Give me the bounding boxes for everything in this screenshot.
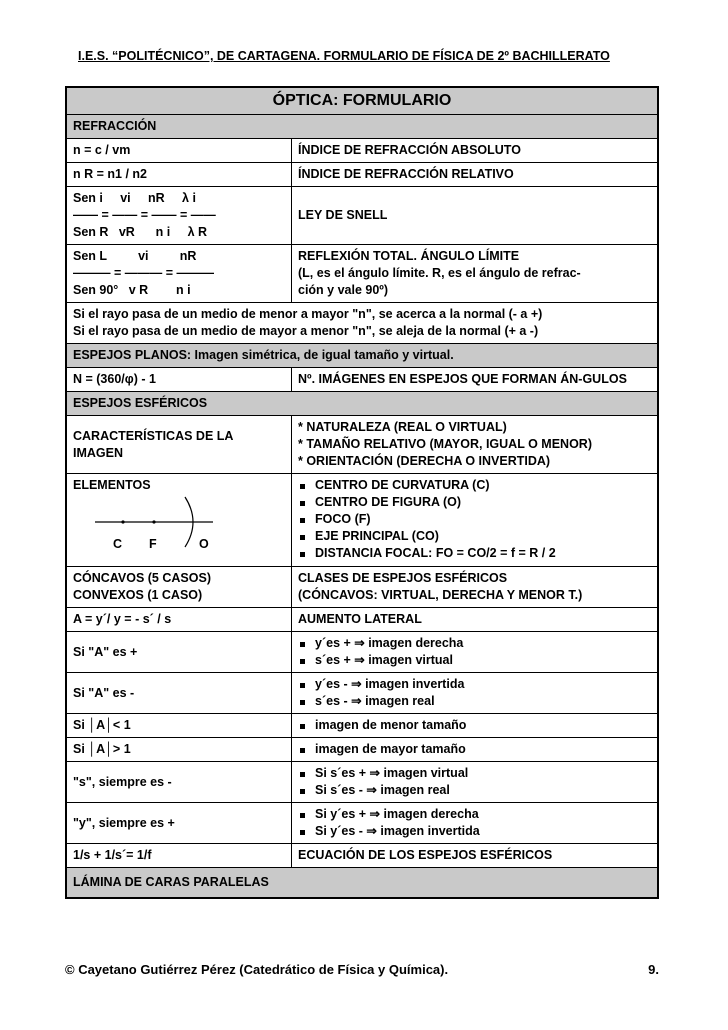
- bullet-cell: [292, 714, 657, 737]
- table-row: [67, 607, 657, 631]
- list-item: [298, 741, 651, 758]
- copyright-text: © Cayetano Gutiérrez Pérez (Catedrático de Física y Química).: [65, 962, 449, 977]
- formula-line: Sen 90° v R n i: [73, 283, 191, 297]
- description-cell: [292, 567, 657, 607]
- formula-cell: Si │A│> 1: [67, 738, 292, 761]
- list-item-text: imagen de menor tamaño: [315, 718, 467, 732]
- table-row: [67, 138, 657, 162]
- snell-formula: [67, 187, 292, 244]
- table-title: ÓPTICA: FORMULARIO: [272, 92, 452, 109]
- formula-cell: n R = n1 / n2: [67, 163, 292, 186]
- formula-cell: [67, 762, 292, 802]
- label-c: C: [113, 537, 123, 551]
- list-item-text: Si y´es - ⇒ imagen invertida: [315, 824, 480, 838]
- formula-line: Sen i vi nR λ i: [73, 191, 196, 205]
- description-line: (CÓNCAVOS: VIRTUAL, DERECHA Y MENOR T.): [298, 588, 583, 602]
- description-cell: ÍNDICE DE REFRACCIÓN RELATIVO: [298, 167, 514, 181]
- description-cell: AUMENTO LATERAL: [298, 612, 422, 626]
- description-cell: ÍNDICE DE REFRACCIÓN ABSOLUTO: [298, 143, 521, 157]
- description-line: CLASES DE ESPEJOS ESFÉRICOS: [298, 571, 508, 585]
- list-item-text: EJE PRINCIPAL (CO): [315, 529, 439, 543]
- normal-rules: [67, 303, 657, 343]
- bullet-icon: [300, 518, 305, 523]
- table-row: [67, 713, 657, 737]
- rule-line: Si el rayo pasa de un medio de mayor a menor "n", se aleja de la normal (+ a -): [73, 324, 539, 338]
- table-row: [67, 802, 657, 843]
- bullet-cell: [292, 632, 657, 672]
- bullet-cell: [292, 738, 657, 761]
- limit-formula: [67, 245, 292, 302]
- formula-text: Si "A" es -: [73, 685, 135, 700]
- list-item: [298, 806, 651, 823]
- list-item-text: CENTRO DE FIGURA (O): [315, 495, 462, 509]
- label-line: CONVEXOS (1 CASO): [73, 588, 203, 602]
- list-item: [298, 511, 651, 528]
- bullet-icon: [300, 659, 305, 664]
- list-item-text: Si s´es - ⇒ imagen real: [315, 783, 450, 797]
- list-item-text: s´es + ⇒ imagen virtual: [315, 653, 453, 667]
- bullet-cell: [292, 803, 657, 843]
- bullet-cell: [292, 673, 657, 713]
- list-item: [298, 545, 651, 562]
- description-cell: [292, 245, 657, 302]
- formula-cell: [67, 632, 292, 672]
- table-row: [67, 162, 657, 186]
- table-row: [67, 737, 657, 761]
- section-heading: ESPEJOS PLANOS: Imagen simétrica, de igual tamaño y virtual.: [73, 348, 454, 362]
- formula-cell: Si │A│< 1: [67, 714, 292, 737]
- focus-point: [152, 520, 155, 523]
- bullet-icon: [300, 700, 305, 705]
- section-heading: LÁMINA DE CARAS PARALELAS: [73, 875, 269, 889]
- description-line: * TAMAÑO RELATIVO (MAYOR, IGUAL O MENOR): [298, 437, 592, 451]
- bullet-icon: [300, 830, 305, 835]
- description-cell: Nº. IMÁGENES EN ESPEJOS QUE FORMAN ÁN-GULOS: [298, 372, 627, 386]
- formula-cell: [67, 803, 292, 843]
- bullet-icon: [300, 642, 305, 647]
- formula-cell: A = y´/ y = - s´ / s: [67, 608, 292, 631]
- bullet-icon: [300, 724, 305, 729]
- formula-line: Sen L vi nR: [73, 249, 197, 263]
- section-refraccion: [67, 114, 657, 138]
- list-item: [298, 765, 651, 782]
- description-text: LEY DE SNELL: [298, 208, 388, 222]
- table-row: [67, 186, 657, 244]
- list-item: [298, 494, 651, 511]
- bullet-icon: [300, 683, 305, 688]
- list-item-text: Si s´es + ⇒ imagen virtual: [315, 766, 469, 780]
- description-line: REFLEXIÓN TOTAL. ÁNGULO LÍMITE: [298, 249, 520, 263]
- list-item: [298, 676, 651, 693]
- formula-cell: [67, 567, 292, 607]
- bullet-cell: [292, 762, 657, 802]
- list-item-text: s´es - ⇒ imagen real: [315, 694, 435, 708]
- center-point: [121, 520, 124, 523]
- list-item-text: imagen de mayor tamaño: [315, 742, 466, 756]
- list-item-text: y´es - ⇒ imagen invertida: [315, 677, 465, 691]
- page-number: 9.: [648, 962, 659, 977]
- rule-line: Si el rayo pasa de un medio de menor a mayor "n", se acerca a la normal (- a +): [73, 307, 543, 321]
- formula-text: "y", siempre es +: [73, 815, 175, 830]
- section-heading: ESPEJOS ESFÉRICOS: [73, 396, 208, 410]
- table-row: [67, 367, 657, 391]
- section-heading: REFRACCIÓN: [73, 119, 157, 133]
- list-item-text: y´es + ⇒ imagen derecha: [315, 636, 464, 650]
- table-row: [67, 244, 657, 302]
- list-item: [298, 528, 651, 545]
- elements-cell: [67, 474, 292, 566]
- label-line: CÓNCAVOS (5 CASOS): [73, 571, 211, 585]
- label-text: ELEMENTOS: [73, 478, 151, 492]
- bullet-icon: [300, 535, 305, 540]
- table-row: [67, 566, 657, 607]
- list-item-text: DISTANCIA FOCAL: FO = CO/2 = f = R / 2: [315, 546, 556, 560]
- description-cell: [292, 187, 657, 244]
- list-item: [298, 477, 651, 494]
- bullet-icon: [300, 501, 305, 506]
- bullet-icon: [300, 552, 305, 557]
- list-item: [298, 635, 651, 652]
- bullet-icon: [300, 772, 305, 777]
- description-line: ción y vale 90º): [298, 283, 389, 297]
- list-item: [298, 823, 651, 840]
- table-row: [67, 415, 657, 473]
- label-f: F: [149, 537, 157, 551]
- formula-cell: [67, 368, 292, 391]
- table-row: [67, 302, 657, 343]
- table-row: [67, 473, 657, 566]
- formula-cell: [67, 673, 292, 713]
- section-esfericos: [67, 391, 657, 415]
- description-line: (L, es el ángulo límite. R, es el ángulo de refrac-: [298, 266, 581, 280]
- bullet-icon: [300, 789, 305, 794]
- list-item-text: FOCO (F): [315, 512, 371, 526]
- mirror-diagram: [73, 494, 283, 558]
- formula-cell: [67, 416, 292, 473]
- bullet-icon: [300, 748, 305, 753]
- formula-table: [65, 86, 659, 899]
- list-item-text: CENTRO DE CURVATURA (C): [315, 478, 490, 492]
- list-item: [298, 717, 651, 734]
- table-row: [67, 761, 657, 802]
- formula-text: Si "A" es +: [73, 644, 138, 659]
- page-footer: [65, 962, 659, 977]
- section-planos: [67, 343, 657, 367]
- list-item-text: Si y´es + ⇒ imagen derecha: [315, 807, 479, 821]
- list-item: [298, 782, 651, 799]
- formula-cell: n = c / vm: [67, 139, 292, 162]
- table-row: [67, 843, 657, 867]
- description-line: * NATURALEZA (REAL O VIRTUAL): [298, 420, 507, 434]
- bullet-icon: [300, 484, 305, 489]
- label-text: CARACTERÍSTICAS DE LA IMAGEN: [73, 428, 233, 460]
- list-item: [298, 652, 651, 669]
- formula-line: ——— = ——— = ———: [73, 266, 214, 280]
- description-line: * ORIENTACIÓN (DERECHA O INVERTIDA): [298, 454, 551, 468]
- description-cell: ECUACIÓN DE LOS ESPEJOS ESFÉRICOS: [298, 848, 553, 862]
- page-header: I.E.S. “POLITÉCNICO”, DE CARTAGENA. FORMULARIO DE FÍSICA DE 2º BACHILLERATO: [78, 49, 610, 63]
- formula-text: "s", siempre es -: [73, 774, 172, 789]
- formula-line: —— = —— = —— = ——: [73, 208, 216, 222]
- table-row: [67, 631, 657, 672]
- elements-list: [292, 474, 657, 566]
- label-o: O: [199, 537, 209, 551]
- formula-cell: 1/s + 1/s´= 1/f: [67, 844, 292, 867]
- section-lamina: [67, 867, 657, 897]
- title-row: [67, 88, 657, 114]
- description-cell: [292, 416, 657, 473]
- list-item: [298, 693, 651, 710]
- formula-text: N = (360/φ) - 1: [73, 372, 156, 386]
- bullet-icon: [300, 813, 305, 818]
- formula-line: Sen R vR n i λ R: [73, 225, 208, 239]
- table-row: [67, 672, 657, 713]
